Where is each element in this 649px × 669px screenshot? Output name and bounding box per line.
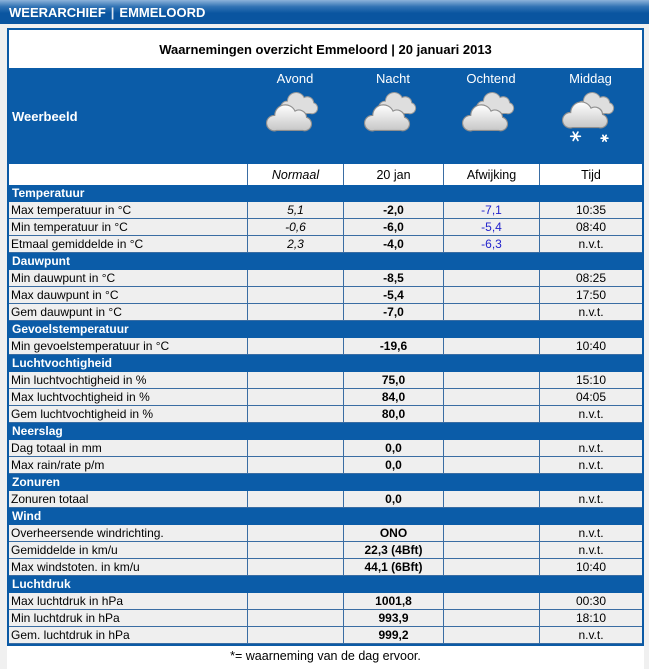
row-label: Min luchtdruk in hPa xyxy=(11,610,120,625)
value-normaal: 2,3 xyxy=(247,236,343,252)
column-header-normaal: Normaal xyxy=(247,164,343,185)
topbar xyxy=(0,0,649,24)
value-normaal xyxy=(247,627,343,643)
row-label: Max temperatuur in °C xyxy=(11,202,132,217)
section-header-zonuren: Zonuren xyxy=(9,474,642,491)
row-label: Gemiddelde in km/u xyxy=(11,542,118,557)
value-20jan: 0,0 xyxy=(343,440,443,456)
section-header-gevoelstemperatuur: Gevoelstemperatuur xyxy=(9,321,642,338)
value-20jan: 1001,8 xyxy=(343,593,443,609)
value-normaal xyxy=(247,372,343,388)
column-header-afwijking: Afwijking xyxy=(443,164,539,185)
value-tijd: 00:30 xyxy=(539,593,642,609)
value-tijd: n.v.t. xyxy=(539,542,642,558)
table-row xyxy=(9,593,642,610)
value-normaal xyxy=(247,440,343,456)
value-normaal xyxy=(247,287,343,303)
value-afwijking xyxy=(443,491,539,507)
table-row xyxy=(9,338,642,355)
row-label: Min luchtvochtigheid in % xyxy=(11,372,147,387)
value-normaal xyxy=(247,304,343,320)
value-normaal: 5,1 xyxy=(247,202,343,218)
period-label: Avond xyxy=(276,71,314,86)
table-row xyxy=(9,610,642,627)
value-normaal xyxy=(247,559,343,575)
value-20jan: -6,0 xyxy=(343,219,443,235)
value-afwijking xyxy=(443,610,539,626)
value-20jan: 75,0 xyxy=(343,372,443,388)
weerbeeld-periods xyxy=(247,68,642,164)
value-normaal xyxy=(247,491,343,507)
value-normaal xyxy=(247,406,343,422)
table-row xyxy=(9,389,642,406)
table-row xyxy=(9,219,642,236)
value-20jan: 84,0 xyxy=(343,389,443,405)
value-normaal xyxy=(247,270,343,286)
row-label: Min temperatuur in °C xyxy=(11,219,128,234)
row-label: Gem. luchtdruk in hPa xyxy=(11,627,130,642)
footnote: *= waarneming van de dag ervoor. xyxy=(7,646,644,669)
value-20jan: 0,0 xyxy=(343,491,443,507)
value-afwijking xyxy=(443,389,539,405)
row-label: Zonuren totaal xyxy=(11,491,89,506)
value-afwijking xyxy=(443,559,539,575)
table-row xyxy=(9,440,642,457)
value-20jan: -4,0 xyxy=(343,236,443,252)
value-20jan: 22,3 (4Bft) xyxy=(343,542,443,558)
row-label: Gem luchtvochtigheid in % xyxy=(11,406,154,421)
value-20jan: -5,4 xyxy=(343,287,443,303)
section-header-neerslag: Neerslag xyxy=(9,423,642,440)
section-header-luchtdruk: Luchtdruk xyxy=(9,576,642,593)
table-row xyxy=(9,491,642,508)
period-label: Middag xyxy=(569,71,612,86)
period-label: Ochtend xyxy=(466,71,516,86)
row-label: Min dauwpunt in °C xyxy=(11,270,116,285)
section-header-luchtvochtigheid: Luchtvochtigheid xyxy=(9,355,642,372)
value-afwijking xyxy=(443,593,539,609)
value-tijd: n.v.t. xyxy=(539,457,642,473)
value-20jan: -19,6 xyxy=(343,338,443,354)
table-row xyxy=(9,270,642,287)
table-row xyxy=(9,202,642,219)
overcast-clouds-icon xyxy=(264,88,326,144)
column-header-empty xyxy=(9,164,247,185)
value-tijd: 08:25 xyxy=(539,270,642,286)
overcast-clouds-icon xyxy=(362,88,424,144)
overcast-clouds-icon xyxy=(460,88,522,144)
table-row xyxy=(9,236,642,253)
value-normaal xyxy=(247,542,343,558)
weerbeeld-header xyxy=(9,68,642,164)
table-row xyxy=(9,287,642,304)
value-normaal xyxy=(247,610,343,626)
value-20jan: 999,2 xyxy=(343,627,443,643)
value-afwijking xyxy=(443,338,539,354)
value-afwijking xyxy=(443,287,539,303)
value-tijd: n.v.t. xyxy=(539,491,642,507)
value-tijd: n.v.t. xyxy=(539,236,642,252)
value-afwijking: -7,1 xyxy=(443,202,539,218)
weerbeeld-period-avond xyxy=(247,68,343,164)
value-20jan: 993,9 xyxy=(343,610,443,626)
column-header-row xyxy=(9,164,642,185)
table-body xyxy=(9,185,642,644)
row-label: Min gevoelstemperatuur in °C xyxy=(11,338,170,353)
value-normaal xyxy=(247,525,343,541)
page-title: Waarnemingen overzicht Emmeloord | 20 januari 2013 xyxy=(9,30,642,68)
row-label: Gem dauwpunt in °C xyxy=(11,304,122,319)
weerbeeld-period-nacht xyxy=(343,68,443,164)
weerbeeld-label: Weerbeeld xyxy=(12,108,78,124)
value-normaal xyxy=(247,457,343,473)
table-row xyxy=(9,406,642,423)
table-row xyxy=(9,627,642,644)
snow-cloud-icon xyxy=(560,88,622,144)
row-label: Max windstoten. in km/u xyxy=(11,559,140,574)
table-row xyxy=(9,304,642,321)
period-label: Nacht xyxy=(376,71,410,86)
value-normaal xyxy=(247,593,343,609)
value-tijd: 17:50 xyxy=(539,287,642,303)
value-20jan: -7,0 xyxy=(343,304,443,320)
topbar-location: EMMELOORD xyxy=(119,4,206,20)
row-label: Max dauwpunt in °C xyxy=(11,287,119,302)
table-row xyxy=(9,559,642,576)
value-tijd: 10:40 xyxy=(539,559,642,575)
value-normaal xyxy=(247,389,343,405)
value-afwijking xyxy=(443,627,539,643)
value-afwijking xyxy=(443,372,539,388)
table-row xyxy=(9,542,642,559)
value-tijd: n.v.t. xyxy=(539,406,642,422)
row-label: Etmaal gemiddelde in °C xyxy=(11,236,144,251)
value-afwijking: -6,3 xyxy=(443,236,539,252)
value-afwijking xyxy=(443,525,539,541)
topbar-separator: | xyxy=(110,4,115,20)
column-header-tijd: Tijd xyxy=(539,164,642,185)
value-20jan: 0,0 xyxy=(343,457,443,473)
section-header-wind: Wind xyxy=(9,508,642,525)
value-20jan: -2,0 xyxy=(343,202,443,218)
app-title[interactable]: WEERARCHIEF xyxy=(9,4,106,20)
value-20jan: 80,0 xyxy=(343,406,443,422)
value-20jan: -8,5 xyxy=(343,270,443,286)
row-label: Max luchtvochtigheid in % xyxy=(11,389,150,404)
table-row xyxy=(9,372,642,389)
value-normaal xyxy=(247,338,343,354)
value-afwijking xyxy=(443,304,539,320)
row-label: Dag totaal in mm xyxy=(11,440,102,455)
value-afwijking xyxy=(443,542,539,558)
row-label: Max rain/rate p/m xyxy=(11,457,105,472)
value-20jan: ONO xyxy=(343,525,443,541)
value-tijd: n.v.t. xyxy=(539,525,642,541)
value-tijd: n.v.t. xyxy=(539,627,642,643)
value-tijd: 15:10 xyxy=(539,372,642,388)
value-afwijking xyxy=(443,406,539,422)
weather-archive-panel xyxy=(7,28,644,669)
value-tijd: 10:35 xyxy=(539,202,642,218)
value-afwijking xyxy=(443,457,539,473)
table-row xyxy=(9,525,642,542)
value-tijd: 10:40 xyxy=(539,338,642,354)
section-header-dauwpunt: Dauwpunt xyxy=(9,253,642,270)
value-normaal: -0,6 xyxy=(247,219,343,235)
value-afwijking xyxy=(443,270,539,286)
row-label: Overheersende windrichting. xyxy=(11,525,164,540)
value-tijd: 08:40 xyxy=(539,219,642,235)
value-tijd: n.v.t. xyxy=(539,304,642,320)
value-afwijking: -5,4 xyxy=(443,219,539,235)
table-row xyxy=(9,457,642,474)
value-tijd: 04:05 xyxy=(539,389,642,405)
section-header-temperatuur: Temperatuur xyxy=(9,185,642,202)
weerbeeld-period-ochtend xyxy=(443,68,539,164)
value-20jan: 44,1 (6Bft) xyxy=(343,559,443,575)
row-label: Max luchtdruk in hPa xyxy=(11,593,124,608)
value-tijd: n.v.t. xyxy=(539,440,642,456)
value-tijd: 18:10 xyxy=(539,610,642,626)
weerbeeld-period-middag xyxy=(539,68,642,164)
column-header-20jan: 20 jan xyxy=(343,164,443,185)
value-afwijking xyxy=(443,440,539,456)
observations-table xyxy=(7,28,644,646)
